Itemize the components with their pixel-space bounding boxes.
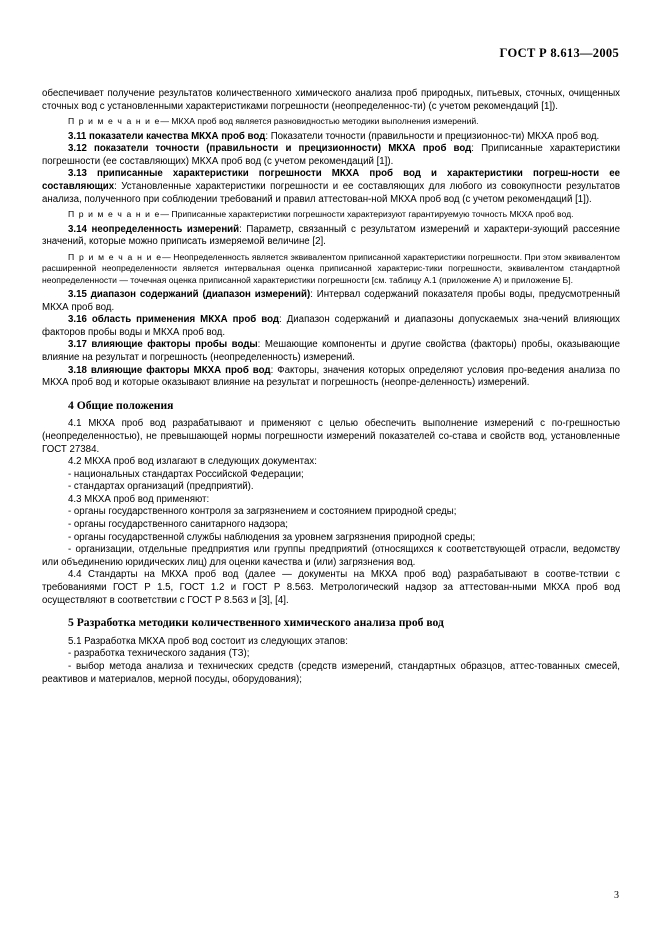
note-1-text: — МКХА проб вод является разновидностью методики выполнения измерений. xyxy=(160,116,479,127)
clause-3-12-text: : Приписанные характеристики погрешности (ее составляющих) МКХА проб вод (с учетом рекомендаций [1]). xyxy=(42,143,620,167)
section-5-heading: 5 Разработка методики количественного химического анализа проб вод xyxy=(68,616,444,630)
clause-3-14-number: 3.14 xyxy=(68,223,92,235)
clause-4-1: 4.1 МКХА проб вод разрабатывают и применяют с целью обеспечить выполнение измерений с по-грешностью (неопределенностью), не превышающей нормы погрешности измерений показателей со-става и свойств вод, установленные ГОСТ 27384. xyxy=(42,418,620,455)
clause-3-13-number: 3.13 xyxy=(68,168,97,180)
clause-3-18 xyxy=(42,365,620,390)
clause-3-14-text: : Параметр, связанный с результатом измерений и характери-зующий рассеяние значений, которые можно приписать измеряемой величине [2]. xyxy=(42,223,620,248)
clause-3-15 xyxy=(42,289,620,314)
clause-3-15-number: 3.15 xyxy=(68,288,91,300)
note-1-label: П р и м е ч а н и е xyxy=(68,116,161,127)
clause-4-3: 4.3 МКХА проб вод применяют: xyxy=(68,493,210,505)
note-3-label: П р и м е ч а н и е xyxy=(68,251,163,262)
clause-3-11-term: показатели качества МКХА проб вод xyxy=(89,130,266,142)
paragraph-intro: обеспечивает получение результатов количественного химического анализа проб природных, питьевых, сточных, очищенных сточных вод с установленными характеристиками погрешности (неопределеннос-ти) (с учетом рекомендаций [1]). xyxy=(42,88,620,112)
clause-4-4: 4.4 Стандарты на МКХА проб вод (далее — документы на МКХА проб вод) разрабатывают в соотве-тствии с требованиями ГОСТ Р 1.5, ГОСТ 1.2 и ГОСТ Р 8.563. Метрологический надзор за аттестован-ными МКХА проб вод осуществляют в соответствии с ГОСТ Р 8.563 и [3], [4]. xyxy=(42,569,620,606)
clause-3-11-text: : Показатели точности (правильности и прецизионнос-ти) МКХА проб вод. xyxy=(265,130,600,142)
clause-4-3-item-2: - органы государственного санитарного надзора; xyxy=(68,519,288,531)
clause-3-12-number: 3.12 xyxy=(68,143,94,155)
clause-3-18-number: 3.18 xyxy=(68,364,91,376)
clause-3-12-term: показатели точности (правильности и прецизионности) МКХА проб вод xyxy=(93,143,472,155)
page-header: ГОСТ Р 8.613—2005 xyxy=(499,46,619,60)
page-number: 3 xyxy=(614,890,619,901)
clause-3-16-number: 3.16 xyxy=(68,314,92,326)
clause-4-2-item-2: - стандартах организаций (предприятий). xyxy=(68,481,254,493)
clause-5-1-item-1: - разработка технического задания (ТЗ); xyxy=(68,648,250,660)
clause-3-13 xyxy=(42,168,620,206)
clause-3-17 xyxy=(42,339,620,364)
note-2-text: — Приписанные характеристики погрешности характеризуют гарантируемую точность МКХА проб вод. xyxy=(160,209,574,220)
clause-3-15-term: диапазон содержаний (диапазон измерений) xyxy=(90,288,311,300)
note-1 xyxy=(42,116,620,127)
note-2-label: П р и м е ч а н и е xyxy=(68,209,161,220)
clause-3-17-term: влияющие факторы пробы воды xyxy=(91,339,258,351)
clause-4-2: 4.2 МКХА проб вод излагают в следующих документах: xyxy=(68,456,317,468)
clause-4-3-item-3: - органы государственной службы наблюдения за уровнем загрязнения природной среды; xyxy=(68,531,476,543)
clause-5-1: 5.1 Разработка МКХА проб вод состоит из следующих этапов: xyxy=(68,635,348,647)
clause-3-14-term: неопределенность измерений xyxy=(91,223,240,235)
clause-3-14 xyxy=(42,224,620,249)
page-content xyxy=(42,88,620,686)
clause-3-13-text: : Установленные характеристики погрешности и ее составляющих для любого из совокупности результатов анализа, полученного при соблюдении требований и правил аттестован-ной МКХА проб вод (с учетом рекомендаций [1]). xyxy=(42,180,620,205)
section-4-heading: 4 Общие положения xyxy=(68,398,174,412)
clause-4-3-item-1: - органы государственного контроля за загрязнением и состоянием природной среды; xyxy=(68,506,457,518)
clause-3-18-text: : Факторы, значения которых определяют условия про-ведения анализа по МКХА проб вод и которые оказывают влияние на результат и погрешность (неопре-деленность) измерений. xyxy=(42,364,620,389)
clause-3-16-term: область применения МКХА проб вод xyxy=(91,314,280,326)
clause-5-1-item-2: - выбор метода анализа и технических средств (средств измерений, стандартных образцов, аттес-тованных смесей, реактивов и материалов, мерной посуды, оборудования); xyxy=(42,661,620,685)
clause-3-15-text: : Интервал содержаний показателя пробы воды, предусмотренный МКХА проб вод. xyxy=(42,288,620,313)
clause-3-16 xyxy=(42,314,620,339)
note-2 xyxy=(42,209,620,220)
clause-3-12 xyxy=(42,143,620,168)
clause-4-2-item-1: - национальных стандартах Российской Федерации; xyxy=(68,468,304,480)
clause-3-17-number: 3.17 xyxy=(68,339,92,351)
clause-3-13-term: приписанные характеристики погрешности МКХА проб вод и характеристики погреш-ности ее составляющих xyxy=(42,168,621,192)
clause-3-16-text: : Диапазон содержаний и диапазоны допускаемых зна-чений влияющих факторов пробы воды и МКХА проб вод. xyxy=(42,314,620,338)
note-3-text: — Неопределенность является эквивалентом приписанной характеристики погрешности. При этом эквивалентом расширенной неопределенности является интервальная оценка приписанной характерис-тики погрешности, эквивалентом стандартной неопределенности — точечная оценка приписанной характеристики погрешности [см. таблицу А.1 (приложение А) и приложение Б]. xyxy=(42,251,621,285)
clause-3-11 xyxy=(42,131,620,144)
clause-3-11-number: 3.11 xyxy=(68,130,90,142)
clause-3-17-text: : Мешающие компоненты и другие свойства (факторы) пробы, оказывающие влияние на результат и погрешность (неопределенность) измерений. xyxy=(42,339,620,363)
clause-4-3-item-4: - организации, отдельные предприятия или группы предприятий (относящихся к соответствующей отрасли, ведомству или объединению юридических лиц) для оценки качества и (или) загрязнения вод. xyxy=(42,544,620,568)
note-3 xyxy=(42,252,620,286)
clause-3-18-term: влияющие факторы МКХА проб вод xyxy=(90,364,271,376)
